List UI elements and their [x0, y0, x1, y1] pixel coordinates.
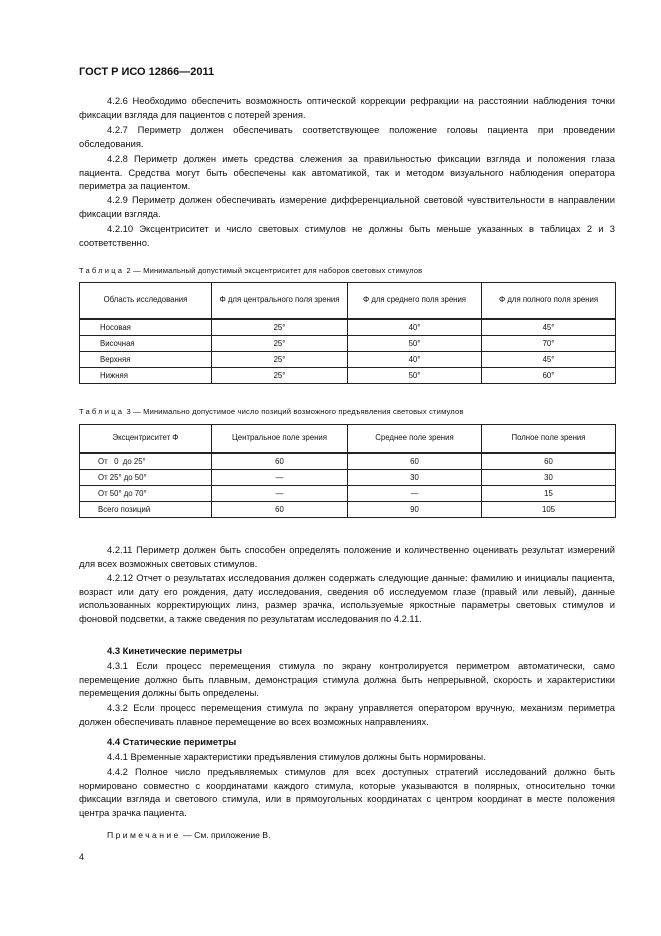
table-cell: 30: [482, 469, 616, 485]
table2-header-cell: Φ для центрального поля зрения: [212, 283, 348, 319]
section-4-4-heading: 4.4 Статические периметры: [107, 736, 237, 747]
table-cell: От 25° до 50°: [80, 469, 212, 485]
table-cell: Всего позиций: [80, 501, 212, 517]
table3-header-cell: Центральное поле зрения: [212, 425, 348, 453]
table-cell: 50°: [348, 367, 482, 383]
table2-caption: [79, 266, 422, 275]
paragraph-4-2-6: 4.2.6 Необходимо обеспечить возможность оптической коррекции рефракции на расстоянии наблюдения точки фиксации взгляда для пациентов с потерей зрения.: [79, 95, 615, 120]
paragraph-4-3-2: 4.3.2 Если процесс перемещения стимула по экрану управляется оператором вручную, механизм периметра должен обеспечивать плавное перемещение во всех возможных направлениях.: [79, 702, 615, 727]
table-row: [80, 501, 616, 517]
table-row: [80, 453, 616, 470]
table-2: [79, 282, 616, 384]
table-row: [80, 469, 616, 485]
table-cell: Носовая: [80, 319, 212, 336]
table3-caption: [79, 407, 464, 416]
table-cell: —: [348, 485, 482, 501]
table-row: [80, 335, 616, 351]
table2-header-row: [80, 283, 616, 319]
table-cell: 25°: [212, 367, 348, 383]
table-cell: 60: [212, 501, 348, 517]
table-cell: 45°: [482, 319, 616, 336]
paragraph-4-2-12: 4.2.12 Отчет о результатах исследования должен содержать следующие данные: фамилию и инициалы пациента, возраст или дату его рождения, дату исследования, сведения об исследуемом глазе (правый или левый), данные использованных корректирующих линз, размер зрачка, используемые яркостные параметры световых стимулов и фоновой подсветки, а также сведения по результатам исследования по 4.2.11.: [79, 572, 615, 624]
table-cell: 40°: [348, 319, 482, 336]
table-cell: 60: [482, 453, 616, 470]
table2-caption-text: 2 — Минимальный допустимый эксцентриситет для наборов световых стимулов: [126, 266, 423, 275]
table-cell: От 50° до 70°: [80, 485, 212, 501]
table-row: [80, 485, 616, 501]
table-cell: 105: [482, 501, 616, 517]
note-label: Примечание: [107, 830, 181, 840]
document-header: ГОСТ Р ИСО 12866—2011: [79, 66, 215, 78]
table-cell: 25°: [212, 351, 348, 367]
table-cell: 40°: [348, 351, 482, 367]
table-cell: 70°: [482, 335, 616, 351]
paragraph-4-3-1: 4.3.1 Если процесс перемещения стимула по экрану контролируется периметром автоматически, само перемещение должно быть плавным, демонстрация стимула должна быть непрерывной, скорость и характеристики перемещения должны быть определены.: [79, 660, 615, 699]
table-3: [79, 424, 616, 518]
table-cell: 30: [348, 469, 482, 485]
paragraph-4-2-9: 4.2.9 Периметр должен обеспечивать измерение дифференциальной световой чувствительности в направлении фиксации взгляда.: [79, 194, 615, 219]
paragraph-4-4-2: 4.4.2 Полное число предъявляемых стимулов для всех доступных стратегий исследований должно быть нормировано совместно с координатами каждого стимула, которые указываются в полярных, относительно точки фиксации взгляда и светового стимула, или в прямоугольных координатах с центром координат в месте положения центра зрачка пациента.: [79, 766, 615, 818]
table3-header-cell: Среднее поле зрения: [348, 425, 482, 453]
table-cell: 90: [348, 501, 482, 517]
table-cell: 60: [212, 453, 348, 470]
table-cell: 50°: [348, 335, 482, 351]
note: [107, 830, 270, 840]
table-cell: 60°: [482, 367, 616, 383]
table-cell: 25°: [212, 319, 348, 336]
table-cell: 45°: [482, 351, 616, 367]
page-number: 4: [79, 852, 85, 862]
table2-header-cell: Φ для среднего поля зрения: [348, 283, 482, 319]
table-cell: Височная: [80, 335, 212, 351]
table-cell: —: [212, 485, 348, 501]
table3-caption-word: Таблица: [79, 407, 125, 416]
table3-header-row: [80, 425, 616, 453]
table-cell: 15: [482, 485, 616, 501]
table-cell: 60: [348, 453, 482, 470]
paragraph-4-2-11: 4.2.11 Периметр должен быть способен определять положение и количественно оценивать результат измерений для всех возможных световых стимулов.: [79, 544, 615, 569]
table-cell: 25°: [212, 335, 348, 351]
table3-header-cell: Полное поле зрения: [482, 425, 616, 453]
paragraph-4-2-10: 4.2.10 Эксцентриситет и число световых стимулов не должны быть меньше указанных в таблицах 2 и 3 соответственно.: [79, 223, 615, 248]
paragraph-4-4-1: 4.4.1 Временные характеристики предъявления стимулов должны быть нормированы.: [107, 751, 486, 762]
table-cell: От 0 до 25°: [80, 453, 212, 470]
table3-caption-text: 3 — Минимально допустимое число позиций возможного предъявления световых стимулов: [126, 407, 464, 416]
table2-caption-word: Таблица: [79, 266, 125, 275]
table2-header-cell: Область исследования: [80, 283, 212, 319]
table-row: [80, 351, 616, 367]
paragraph-4-2-8: 4.2.8 Периметр должен иметь средства слежения за правильностью фиксации взгляда и положения глаза пациента. Средства могут быть обеспечены как автоматикой, так и методом визуального наблюдения оператора периметра за пациентом.: [79, 153, 615, 192]
note-text: — См. приложение В.: [183, 830, 271, 840]
table-cell: Нижняя: [80, 367, 212, 383]
table3-header-cell: Эксцентриситет Φ: [80, 425, 212, 453]
paragraph-4-2-7: 4.2.7 Периметр должен обеспечивать соответствующее положение головы пациента при проведении обследования.: [79, 124, 615, 149]
table2-header-cell: Φ для полного поля зрения: [482, 283, 616, 319]
table-row: [80, 367, 616, 383]
section-4-3-heading: 4.3 Кинетические периметры: [107, 645, 242, 656]
table-row: [80, 319, 616, 336]
table-cell: Верхняя: [80, 351, 212, 367]
table-cell: —: [212, 469, 348, 485]
